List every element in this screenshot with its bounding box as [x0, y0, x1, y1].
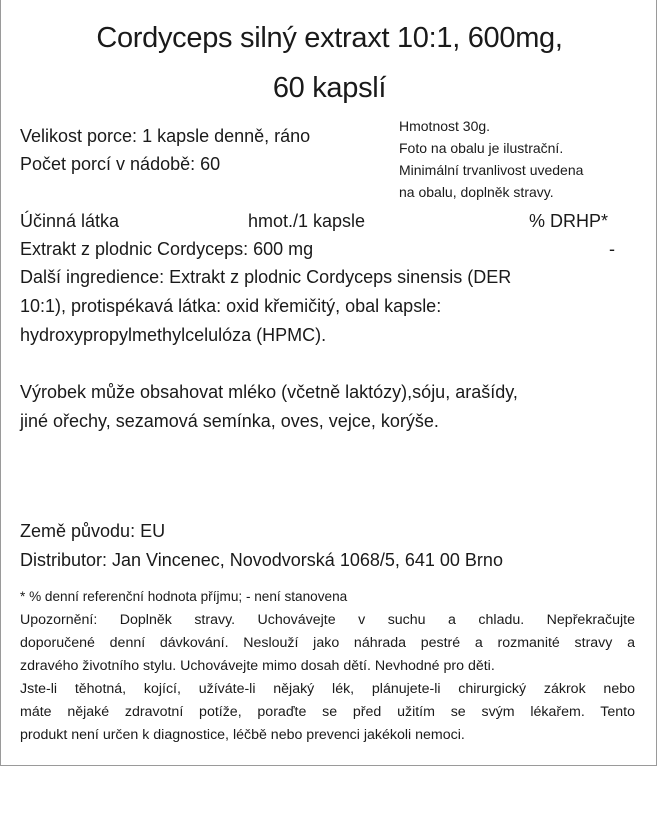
table-header-drhp: % DRHP*: [529, 211, 609, 231]
table-header-amount: hmot./1 kapsle: [248, 211, 366, 231]
distributor: Distributor: Jan Vincenec, Novodvorská 1068/5, 641 00 Brno: [20, 550, 503, 570]
warning-line6: produkt není určen k diagnostice, léčbě nebo prevenci jakékoli nemoci.: [20, 727, 465, 743]
warning-line3: zdravého životního stylu. Uchovávejte mimo dosah dětí. Nevhodné pro děti.: [20, 658, 495, 674]
side-note-supplement: na obalu, doplněk stravy.: [399, 184, 554, 200]
allergens-line1: Výrobek může obsahovat mléko (včetně laktózy),sóju, arašídy,: [20, 382, 518, 402]
allergens-line2: jiné ořechy, sezamová semínka, oves, vejce, korýše.: [20, 411, 439, 431]
ingredients-line2: 10:1), protispékavá látka: oxid křemičitý, obal kapsle:: [20, 296, 442, 316]
ingredients-line1: Další ingredience: Extrakt z plodnic Cordyceps sinensis (DER: [20, 267, 512, 287]
warning-line5: máte nějaké zdravotní potíže, poraďte se před užitím se svým lékařem. Tento: [20, 704, 635, 720]
side-note-expiry: Minimální trvanlivost uvedena: [399, 162, 584, 178]
country-of-origin: Země původu: EU: [20, 521, 166, 541]
footnote: * % denní referenční hodnota příjmu; - není stanovena: [20, 589, 348, 604]
warning-line1: Upozornění: Doplněk stravy. Uchovávejte v suchu a chladu. Nepřekračujte: [20, 612, 635, 628]
table-row-drhp: -: [609, 239, 615, 259]
warning-line4: Jste-li těhotná, kojící, užíváte-li nějaký lék, plánujete-li chirurgický zákrok nebo: [20, 681, 635, 697]
table-row-substance: Extrakt z plodnic Cordyceps: 600 mg: [20, 239, 314, 259]
product-title-line2: 60 kapslí: [272, 72, 387, 104]
ingredients-line3: hydroxypropylmethylcelulóza (HPMC).: [20, 325, 327, 345]
side-note-weight: Hmotnost 30g.: [399, 118, 491, 134]
servings-per-container: Počet porcí v nádobě: 60: [20, 154, 221, 174]
side-note-photo: Foto na obalu je ilustrační.: [399, 140, 564, 156]
warning-line2: doporučené denní dávkování. Neslouží jako náhrada pestré a rozmanité stravy a: [20, 635, 635, 651]
table-header-substance: Účinná látka: [20, 211, 120, 231]
product-title-line1: Cordyceps silný extraxt 10:1, 600mg,: [96, 22, 563, 54]
serving-size: Velikost porce: 1 kapsle denně, ráno: [20, 126, 311, 146]
